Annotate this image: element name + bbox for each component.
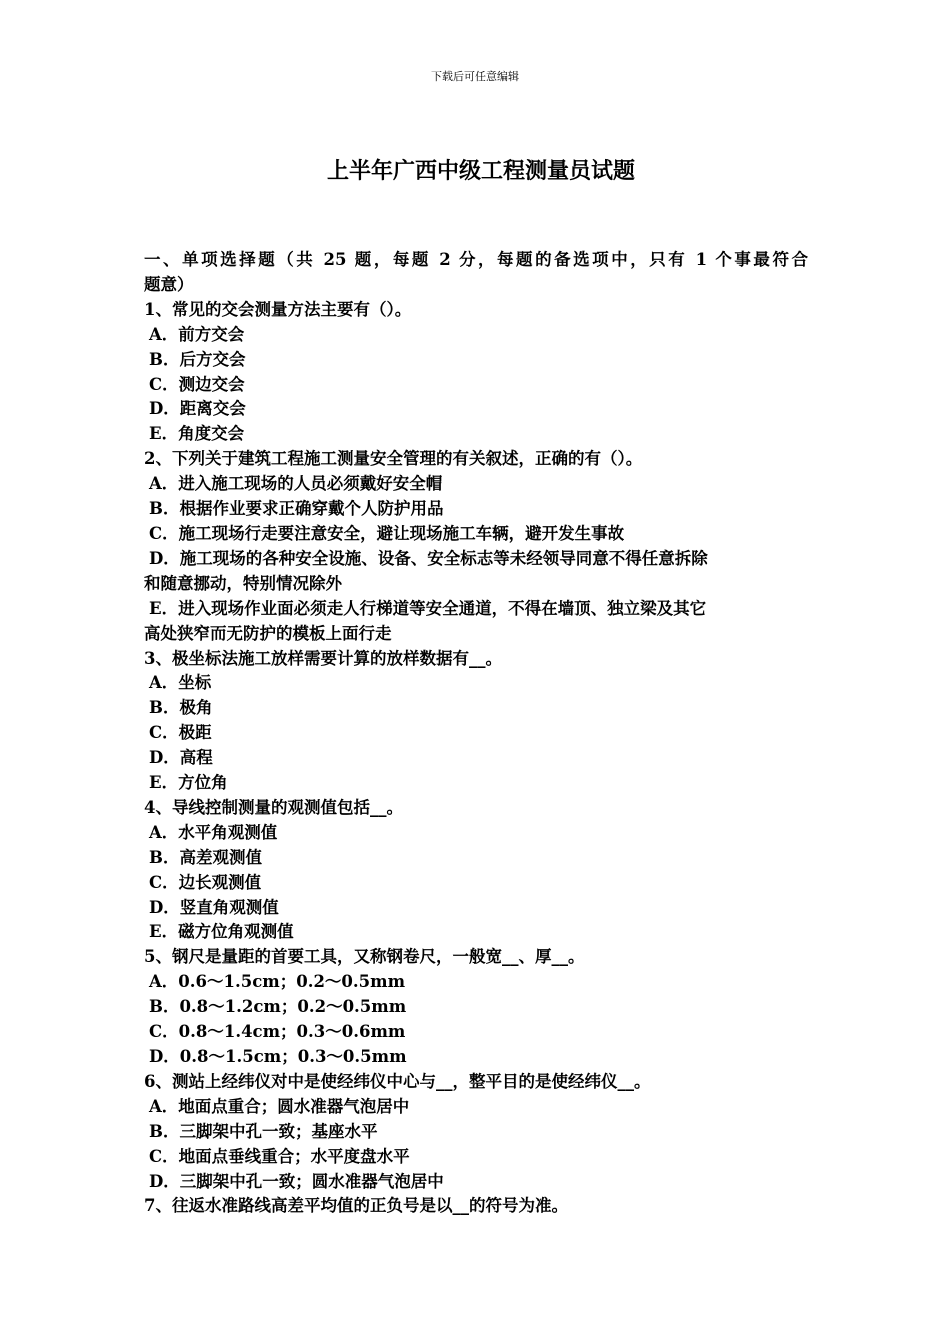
question-6-option-c: C．地面点垂线重合；水平度盘水平 — [149, 1146, 410, 1166]
question-2-option-e-continuation: 高处狭窄而无防护的模板上面行走 — [144, 623, 392, 643]
question-4-option-b: B．高差观测值 — [149, 847, 262, 867]
question-6-option-a: A．地面点重合；圆水准器气泡居中 — [149, 1096, 410, 1116]
question-1-option-d: D．距离交会 — [149, 399, 246, 419]
question-3-option-e: E．方位角 — [149, 773, 228, 793]
question-2-option-e: E．进入现场作业面必须走人行梯道等安全通道，不得在墙顶、独立梁及其它 — [149, 598, 707, 618]
question-6-option-b: B．三脚架中孔一致；基座水平 — [149, 1121, 378, 1141]
question-2-option-a: A．进入施工现场的人员必须戴好安全帽 — [149, 474, 443, 494]
header-note: 下载后可任意编辑 — [431, 70, 519, 83]
question-1-option-b: B．后方交会 — [149, 349, 246, 369]
question-3-option-a: A．坐标 — [149, 673, 212, 693]
section-heading-continuation: 题意） — [144, 274, 194, 294]
question-1-option-a: A．前方交会 — [149, 324, 245, 344]
question-5-option-b: B．0.8～1.2cm；0.2～0.5mm — [149, 997, 407, 1017]
question-5-option-d: D．0.8～1.5cm；0.3～0.5mm — [149, 1047, 407, 1066]
question-4-option-c: C．边长观测值 — [149, 872, 262, 892]
question-5-stem: 5、钢尺是量距的首要工具，又称钢卷尺，一般宽__、厚__。 — [144, 947, 585, 967]
question-6-stem: 6、测站上经纬仪对中是使经纬仪中心与__，整平目的是使经纬仪__。 — [144, 1071, 651, 1091]
question-3-option-b: B．极角 — [149, 698, 213, 718]
question-2-option-c: C．施工现场行走要注意安全，避让现场施工车辆，避开发生事故 — [149, 523, 625, 543]
question-1-option-e: E．角度交会 — [149, 424, 245, 444]
exam-content — [144, 248, 808, 1219]
question-3-option-d: D．高程 — [149, 748, 213, 768]
question-4-option-a: A．水平角观测值 — [149, 822, 278, 842]
question-4-option-d: D．竖直角观测值 — [149, 897, 279, 917]
question-2-stem: 2、下列关于建筑工程施工测量安全管理的有关叙述，正确的有（）。 — [144, 449, 643, 469]
question-7-stem: 7、往返水准路线高差平均值的正负号是以__的符号为准。 — [144, 1196, 568, 1216]
question-1-option-c: C．测边交会 — [149, 374, 245, 394]
question-5-option-c: C．0.8～1.4cm；0.3～0.6mm — [149, 1022, 406, 1042]
section-heading: 一、单项选择题（共 25 题，每题 2 分，每题的备选项中，只有 1 个事最符合 — [144, 250, 808, 269]
question-2-option-d-continuation: 和随意挪动，特别情况除外 — [144, 573, 342, 593]
question-2-option-d: D．施工现场的各种安全设施、设备、安全标志等未经领导同意不得任意拆除 — [149, 548, 708, 568]
question-2-option-b: B．根据作业要求正确穿戴个人防护用品 — [149, 499, 444, 519]
question-3-option-c: C．极距 — [149, 723, 212, 743]
question-4-stem: 4、导线控制测量的观测值包括__。 — [144, 797, 403, 817]
question-6-option-d: D．三脚架中孔一致；圆水准器气泡居中 — [149, 1171, 444, 1191]
question-5-option-a: A．0.6～1.5cm；0.2～0.5mm — [149, 972, 406, 992]
question-1-stem: 1、常见的交会测量方法主要有（）。 — [144, 299, 412, 319]
document-title: 上半年广西中级工程测量员试题 — [326, 158, 635, 184]
question-4-option-e: E．磁方位角观测值 — [149, 922, 294, 942]
question-3-stem: 3、极坐标法施工放样需要计算的放样数据有__。 — [144, 648, 502, 668]
